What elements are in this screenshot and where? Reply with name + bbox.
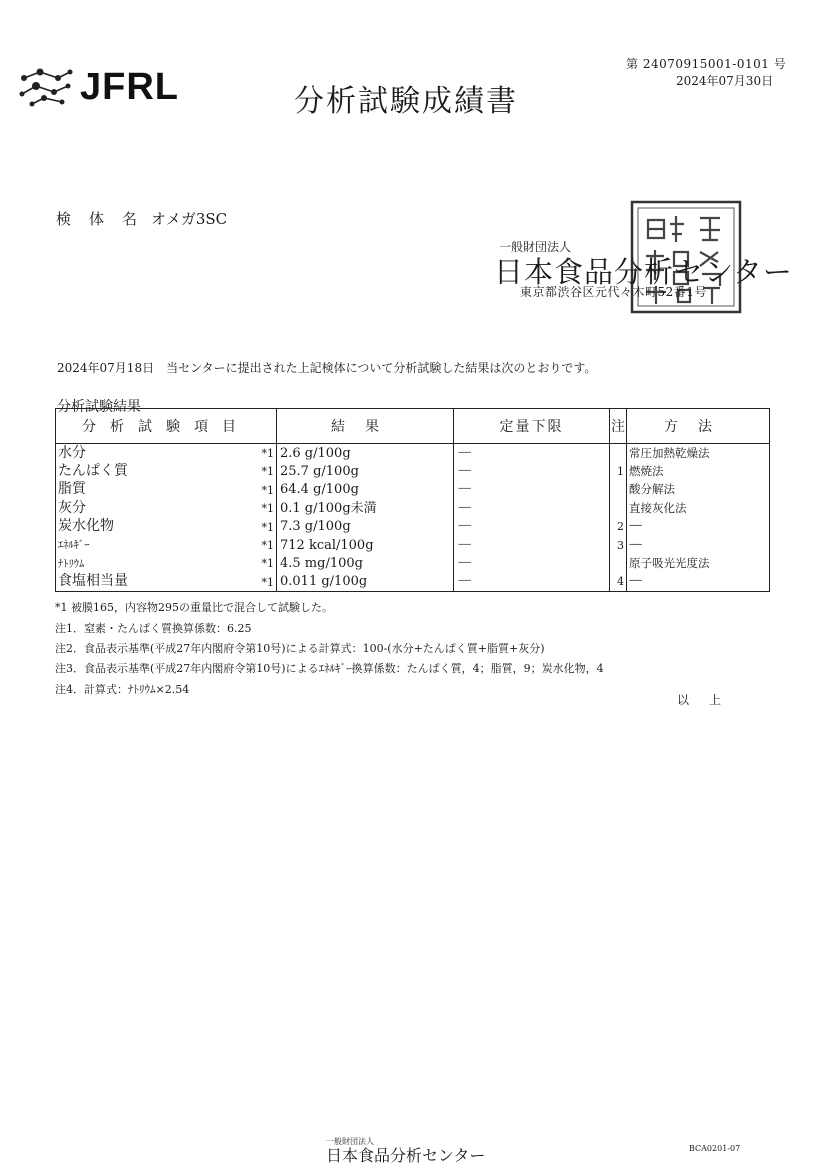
note-cell — [610, 444, 627, 463]
method-cell: 直接灰化法 — [627, 499, 770, 517]
result-cell: 2.6 g/100g — [277, 444, 454, 463]
item-cell — [56, 518, 277, 536]
method-cell: 原子吸光光度法 — [627, 554, 770, 572]
specimen-value: オメガ3SC — [151, 210, 228, 228]
header-result: 結果 — [277, 409, 454, 444]
item-cell — [56, 554, 277, 572]
result-cell: 25.7 g/100g — [277, 462, 454, 480]
footnote-4: 注4．計算式：ﾅﾄﾘｳﾑ×2.54 — [55, 683, 190, 696]
method-cell: ------ — [627, 518, 770, 536]
item-cell — [56, 462, 277, 480]
result-cell: 7.3 g/100g — [277, 518, 454, 536]
section-title: 分析試験結果 — [57, 399, 141, 415]
item-mark: *1 — [261, 575, 274, 589]
item-cell — [56, 481, 277, 499]
note-cell — [610, 499, 627, 517]
issuer-corporate-type: 一般財団法人 — [499, 240, 572, 254]
table-row — [56, 444, 770, 463]
footnote-2: 注2．食品表示基準(平成27年内閣府令第10号)による計算式：100-(水分+たんぱく質+脂質+灰分) — [55, 642, 545, 655]
note-cell — [610, 554, 627, 572]
footer-organization: 日本食品分析センター — [326, 1146, 486, 1165]
result-cell: 0.1 g/100g未満 — [277, 499, 454, 517]
result-cell: 4.5 mg/100g — [277, 554, 454, 572]
note-cell: 3 — [610, 536, 627, 554]
limit-cell: ------ — [454, 573, 610, 592]
item-name: 脂質 — [58, 481, 86, 498]
result-cell: 0.011 g/100g — [277, 573, 454, 592]
note-cell — [610, 481, 627, 499]
table-header-row — [56, 409, 770, 444]
item-name: 炭水化物 — [58, 518, 114, 535]
item-name: 水分 — [58, 444, 86, 461]
item-mark: *1 — [261, 447, 274, 460]
note-cell: 1 — [610, 462, 627, 480]
item-cell — [56, 499, 277, 517]
item-name: ﾅﾄﾘｳﾑ — [58, 557, 85, 570]
footnote-3: 注3．食品表示基準(平成27年内閣府令第10号)によるｴﾈﾙｷﾞｰ換算係数：たんぱく質，4；脂質，9；炭水化物，4 — [55, 662, 604, 675]
issue-date: 2024年07月30日 — [676, 74, 774, 88]
item-mark: *1 — [261, 557, 274, 571]
header-item: 分析試験項目 — [56, 409, 277, 444]
limit-cell: ------ — [454, 499, 610, 517]
item-name: 灰分 — [58, 499, 86, 516]
method-cell: 酸分解法 — [627, 481, 770, 499]
issuer-address: 東京都渋谷区元代々木町52番1号 — [520, 285, 707, 299]
item-mark: *1 — [261, 483, 274, 497]
table-row — [56, 462, 770, 480]
item-cell — [56, 444, 277, 463]
item-name: 食塩相当量 — [58, 573, 128, 590]
limit-cell: ------ — [454, 554, 610, 572]
table-row — [56, 573, 770, 592]
item-mark: *1 — [261, 465, 274, 479]
results-table — [55, 408, 770, 592]
table-row — [56, 518, 770, 536]
footnote-star: *1 被膜165，内容物295の重量比で混合して試験した。 — [55, 601, 333, 614]
result-cell: 64.4 g/100g — [277, 481, 454, 499]
document-title: 分析試験成績書 — [294, 84, 518, 119]
item-mark: *1 — [261, 502, 274, 516]
limit-cell: ------ — [454, 444, 610, 463]
table-row — [56, 481, 770, 499]
item-cell — [56, 536, 277, 554]
method-cell: ------ — [627, 573, 770, 592]
method-cell: ------ — [627, 536, 770, 554]
item-cell — [56, 573, 277, 592]
table-row — [56, 499, 770, 517]
header-limit: 定量下限 — [454, 409, 610, 444]
limit-cell: ------ — [454, 536, 610, 554]
logo-text: JFRL — [80, 66, 179, 108]
limit-cell: ------ — [454, 462, 610, 480]
result-cell: 712 kcal/100g — [277, 536, 454, 554]
table-row — [56, 536, 770, 554]
certificate-number: 第 24070915001-0101 号 — [626, 57, 787, 71]
note-cell: 2 — [610, 518, 627, 536]
limit-cell: ------ — [454, 481, 610, 499]
header-method: 方法 — [627, 409, 770, 444]
issuer-name: 日本食品分析センター — [494, 255, 793, 289]
item-name: たんぱく質 — [58, 463, 128, 480]
end-mark: 以上 — [677, 693, 742, 707]
item-mark: *1 — [261, 538, 274, 552]
form-code: BCA0201-07 — [689, 1144, 741, 1153]
footnote-1: 注1．窒素・たんぱく質換算係数：6.25 — [55, 622, 252, 635]
note-cell: 4 — [610, 573, 627, 592]
table-row — [56, 554, 770, 572]
header-note: 注 — [610, 409, 627, 444]
item-name: ｴﾈﾙｷﾞｰ — [58, 539, 90, 552]
statement-text: 2024年07月18日 当センターに提出された上記検体について分析試験した結果は次のとおりです。 — [57, 361, 597, 375]
limit-cell: ------ — [454, 518, 610, 536]
footer-corporate-type: 一般財団法人 — [326, 1137, 374, 1146]
item-mark: *1 — [261, 520, 274, 534]
method-cell: 燃焼法 — [627, 462, 770, 480]
method-cell: 常圧加熱乾燥法 — [627, 444, 770, 463]
specimen-label: 検体名 — [56, 210, 156, 228]
